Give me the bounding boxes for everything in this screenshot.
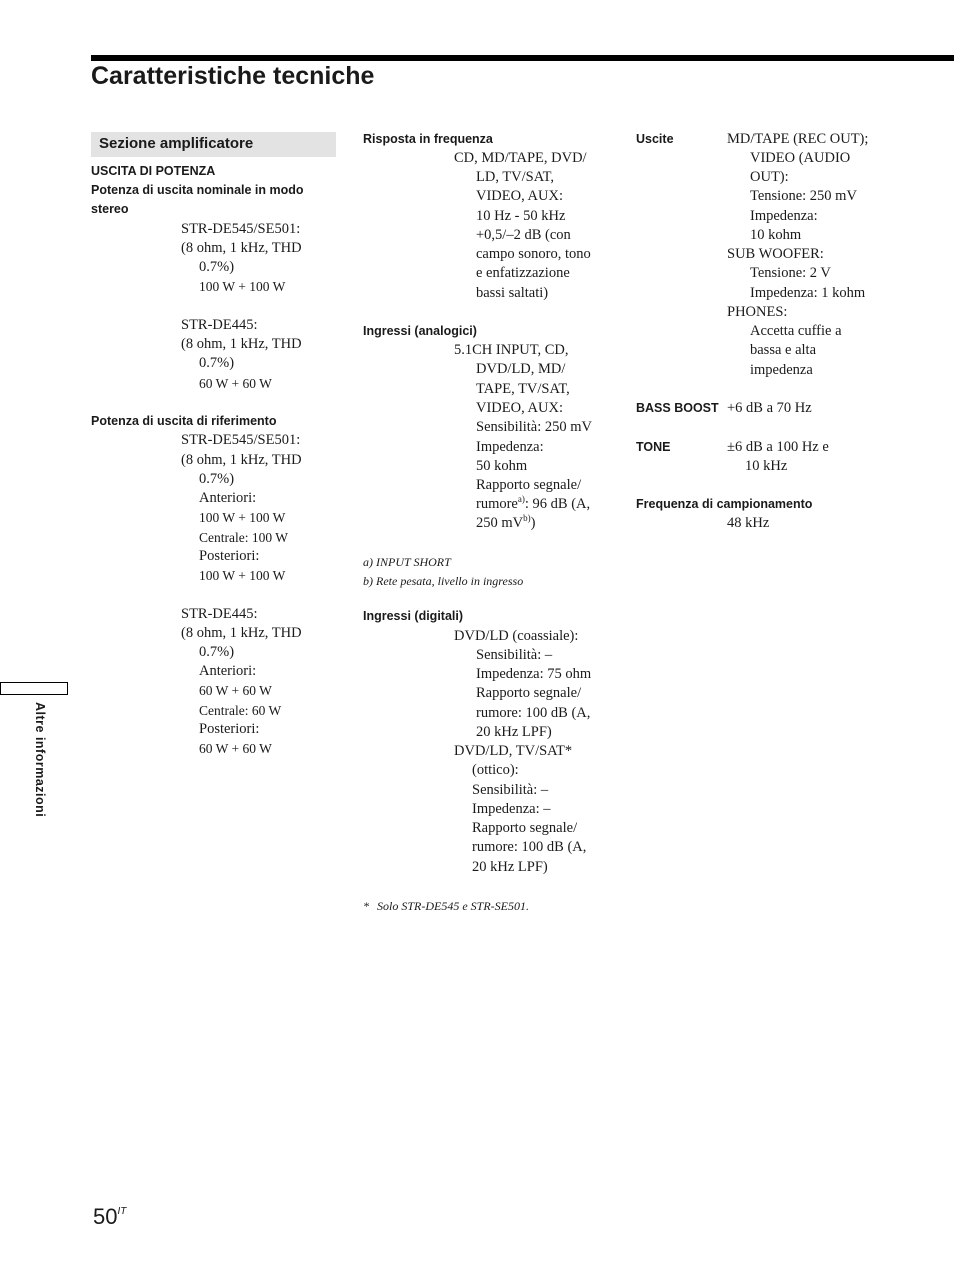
riferimento-heading: Potenza di uscita di riferimento bbox=[91, 414, 277, 428]
spec-line: SUB WOOFER: bbox=[727, 246, 824, 262]
spec-line: Rapporto segnale/ bbox=[472, 820, 578, 836]
side-tab-label: Altre informazioni bbox=[33, 702, 47, 818]
section-title: Sezione amplificatore bbox=[99, 135, 254, 152]
spec-line: (8 ohm, 1 kHz, THD bbox=[181, 452, 302, 468]
spec-line: Impedenza: 1 kohm bbox=[750, 285, 866, 301]
spec-line: 0.7%) bbox=[199, 259, 235, 275]
spec-line: 0.7%) bbox=[199, 355, 235, 371]
spec-line: STR-DE545/SE501: bbox=[181, 432, 301, 448]
footnote-star-mark: * bbox=[363, 899, 369, 913]
campionamento-heading: Frequenza di campionamento bbox=[636, 497, 813, 511]
spec-line: 60 W + 60 W bbox=[199, 741, 272, 756]
spec-line: Impedenza: – bbox=[472, 801, 551, 817]
spec-line: MD/TAPE (REC OUT); bbox=[727, 131, 869, 147]
spec-line: 60 W + 60 W bbox=[199, 376, 272, 391]
footnote: a) INPUT SHORT bbox=[363, 555, 451, 569]
spec-line: VIDEO, AUX: bbox=[476, 400, 563, 416]
spec-line: Posteriori: bbox=[199, 548, 260, 564]
spec-text: 250 mV bbox=[476, 515, 524, 531]
analog-heading: Ingressi (analogici) bbox=[363, 324, 477, 338]
spec-line: PHONES: bbox=[727, 304, 788, 320]
spec-line: bassa e alta bbox=[750, 342, 817, 358]
page-title: Caratteristiche tecniche bbox=[91, 62, 375, 90]
spec-line: (8 ohm, 1 kHz, THD bbox=[181, 240, 302, 256]
spec-text: rumore bbox=[476, 496, 518, 512]
spec-line: OUT): bbox=[750, 169, 789, 185]
spec-line: CD, MD/TAPE, DVD/ bbox=[454, 150, 587, 166]
spec-line: rumore: 100 dB (A, bbox=[476, 705, 591, 721]
spec-line: VIDEO (AUDIO bbox=[750, 150, 851, 166]
spec-line: Rapporto segnale/ bbox=[476, 477, 582, 493]
spec-line: LD, TV/SAT, bbox=[476, 169, 555, 185]
spec-text: : 96 dB (A, bbox=[524, 496, 591, 512]
spec-line: Sensibilità: – bbox=[472, 782, 549, 798]
spec-line: DVD/LD, MD/ bbox=[476, 361, 566, 377]
spec-line: (8 ohm, 1 kHz, THD bbox=[181, 336, 302, 352]
spec-line: 20 kHz LPF) bbox=[476, 724, 552, 740]
risposta-heading: Risposta in frequenza bbox=[363, 132, 493, 146]
spec-line: +6 dB a 70 Hz bbox=[727, 400, 812, 416]
footnote-ref: b) bbox=[523, 513, 531, 524]
spec-line: +0,5/–2 dB (con bbox=[476, 227, 571, 243]
title-rule bbox=[91, 55, 954, 61]
bass-boost-label: BASS BOOST bbox=[636, 401, 719, 415]
spec-line: STR-DE445: bbox=[181, 606, 258, 622]
spec-line: campo sonoro, tono bbox=[476, 246, 591, 262]
digital-heading: Ingressi (digitali) bbox=[363, 609, 464, 623]
spec-line: Impedenza: bbox=[476, 439, 544, 455]
spec-line: Impedenza: 75 ohm bbox=[476, 666, 592, 682]
spec-line: 60 W + 60 W bbox=[199, 683, 272, 698]
spec-line: TAPE, TV/SAT, bbox=[476, 381, 570, 397]
spec-line: 0.7%) bbox=[199, 471, 235, 487]
spec-line: bassi saltati) bbox=[476, 285, 549, 301]
footnote: b) Rete pesata, livello in ingresso bbox=[363, 574, 524, 588]
side-tab-marker bbox=[0, 682, 68, 695]
spec-line: 50 kohm bbox=[476, 458, 528, 474]
spec-line: rumore: 100 dB (A, bbox=[472, 839, 587, 855]
spec-line: (8 ohm, 1 kHz, THD bbox=[181, 625, 302, 641]
uscite-label: Uscite bbox=[636, 132, 674, 146]
spec-line: Centrale: 100 W bbox=[199, 530, 288, 545]
tone-label: TONE bbox=[636, 440, 671, 454]
spec-line: 48 kHz bbox=[727, 515, 770, 531]
spec-line: DVD/LD, TV/SAT* bbox=[454, 743, 573, 759]
spec-line: e enfatizzazione bbox=[476, 265, 570, 281]
spec-line: Tensione: 2 V bbox=[750, 265, 831, 281]
uscita-heading: USCITA DI POTENZA bbox=[91, 164, 216, 178]
page-number-value: 50 bbox=[93, 1204, 118, 1229]
spec-line: STR-DE445: bbox=[181, 317, 258, 333]
nominale-heading-cont: stereo bbox=[91, 202, 129, 216]
nominale-heading: Potenza di uscita nominale in modo bbox=[91, 183, 304, 197]
spec-line: Accetta cuffie a bbox=[750, 323, 842, 339]
spec-line: Sensibilità: 250 mV bbox=[476, 419, 592, 435]
spec-line: Tensione: 250 mV bbox=[750, 188, 857, 204]
footnote: Solo STR-DE545 e STR-SE501. bbox=[377, 899, 529, 913]
spec-line: Centrale: 60 W bbox=[199, 703, 282, 718]
page-number-suffix: IT bbox=[117, 1206, 127, 1217]
spec-line: (ottico): bbox=[472, 762, 519, 778]
spec-line: ±6 dB a 100 Hz e bbox=[727, 439, 829, 455]
spec-line: 100 W + 100 W bbox=[199, 510, 286, 525]
spec-line: Rapporto segnale/ bbox=[476, 685, 582, 701]
spec-line: DVD/LD (coassiale): bbox=[454, 628, 579, 644]
spec-line: Impedenza: bbox=[750, 208, 818, 224]
section-header bbox=[91, 132, 336, 157]
spec-line: 20 kHz LPF) bbox=[472, 859, 548, 875]
spec-line: 10 kohm bbox=[750, 227, 802, 243]
footnote-ref: a) bbox=[517, 494, 525, 505]
spec-line: Anteriori: bbox=[199, 490, 257, 506]
spec-line: 100 W + 100 W bbox=[199, 279, 286, 294]
spec-line: 5.1CH INPUT, CD, bbox=[454, 342, 569, 358]
spec-line: 100 W + 100 W bbox=[199, 568, 286, 583]
spec-line: Sensibilità: – bbox=[476, 647, 553, 663]
spec-line: Posteriori: bbox=[199, 721, 260, 737]
spec-line bbox=[476, 514, 535, 533]
spec-text: ) bbox=[530, 515, 536, 531]
spec-line: impedenza bbox=[750, 362, 813, 378]
spec-line: 0.7%) bbox=[199, 644, 235, 660]
page-number bbox=[93, 1204, 126, 1230]
spec-line: STR-DE545/SE501: bbox=[181, 221, 301, 237]
spec-line: 10 kHz bbox=[745, 458, 788, 474]
spec-line: 10 Hz - 50 kHz bbox=[476, 208, 566, 224]
spec-line: Anteriori: bbox=[199, 663, 257, 679]
spec-line: VIDEO, AUX: bbox=[476, 188, 563, 204]
spec-line bbox=[476, 495, 590, 514]
